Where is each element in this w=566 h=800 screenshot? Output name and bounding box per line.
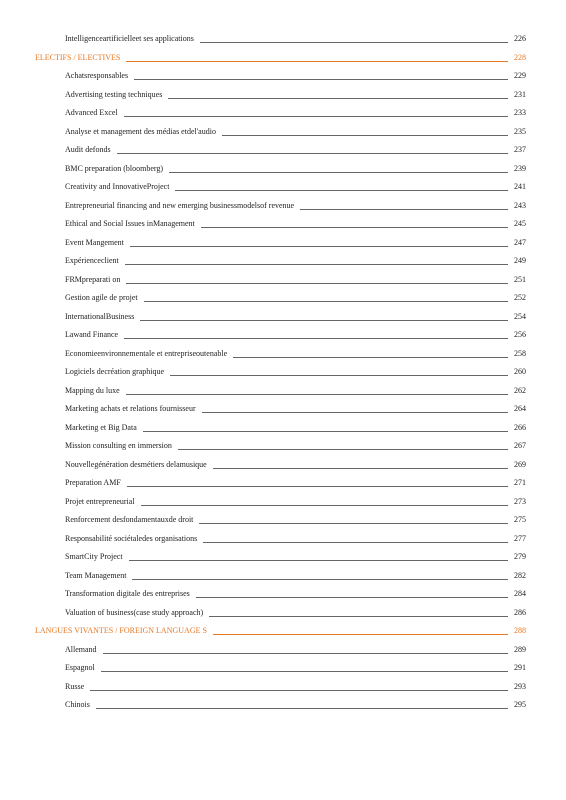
toc-page-number: 247	[514, 237, 526, 247]
toc-entry[interactable]	[0, 326, 566, 345]
dot-leader	[124, 116, 508, 117]
toc-page-number: 291	[514, 663, 526, 672]
dot-leader	[203, 542, 508, 543]
toc-entry-title: Logiciels decréation graphique	[65, 367, 165, 376]
dot-leader	[300, 209, 508, 210]
toc-page-number: 284	[514, 589, 526, 598]
toc-page-number: 273	[514, 496, 526, 506]
toc-entry-title: Team Management	[65, 570, 127, 580]
toc-entry[interactable]	[0, 567, 566, 586]
toc-entry[interactable]	[0, 197, 566, 216]
dot-leader	[178, 449, 508, 450]
toc-entry-title: Economieenvironnementale et entrepriseoutenable	[65, 348, 228, 358]
toc-page-number: 282	[514, 570, 526, 580]
dot-leader	[127, 486, 508, 487]
toc-entry[interactable]	[0, 604, 566, 623]
dot-leader	[170, 375, 508, 376]
toc-entry[interactable]	[0, 585, 566, 604]
toc-entry-title: Preparation AMF	[65, 478, 121, 487]
dot-leader	[209, 616, 508, 617]
toc-entry-title: Allemand	[65, 644, 97, 654]
toc-entry[interactable]	[0, 530, 566, 549]
toc-entry[interactable]	[0, 400, 566, 419]
toc-entry-title: Advanced Excel	[65, 108, 118, 117]
toc-entry[interactable]	[0, 511, 566, 530]
toc-entry[interactable]	[0, 474, 566, 493]
toc-entry-title: Entrepreneurial financing and new emerging businessmodelsof revenue	[65, 200, 295, 210]
toc-entry-title: Advertising testing techniques	[65, 89, 163, 99]
toc-entry[interactable]	[0, 548, 566, 567]
toc-section-heading[interactable]	[0, 622, 566, 641]
toc-entry[interactable]	[0, 659, 566, 678]
toc-entry[interactable]	[0, 252, 566, 271]
toc-entry[interactable]	[0, 696, 566, 715]
dot-leader	[213, 634, 508, 635]
toc-entry[interactable]	[0, 160, 566, 179]
toc-page-number: 241	[514, 182, 526, 191]
toc-entry-title: Audit defonds	[65, 145, 111, 154]
toc-entry-title: Marketing et Big Data	[65, 422, 137, 432]
toc-page-number: 277	[514, 533, 526, 543]
dot-leader	[169, 172, 508, 173]
toc-page-number: 256	[514, 330, 526, 339]
toc-page-number: 254	[514, 311, 526, 321]
toc-section-heading[interactable]	[0, 49, 566, 68]
dot-leader	[201, 227, 508, 228]
dot-leader	[200, 42, 508, 43]
toc-page-number: 264	[514, 404, 526, 413]
toc-entry-title: Projet entrepreneurial	[65, 496, 135, 506]
toc-entry-title: Mission consulting en immersion	[65, 441, 172, 450]
toc-entry-title: BMC preparation (bloomberg)	[65, 163, 164, 173]
toc-entry-title: Espagnol	[65, 663, 95, 672]
toc-entry-title: Chinois	[65, 700, 90, 709]
dot-leader	[199, 523, 508, 524]
dot-leader	[125, 264, 508, 265]
toc-page-number: 229	[514, 71, 526, 80]
toc-page-number: 286	[514, 607, 526, 617]
toc-entry[interactable]	[0, 678, 566, 697]
toc-entry-title: ELECTIFS / ELECTIVES	[35, 52, 121, 62]
toc-entry[interactable]	[0, 382, 566, 401]
toc-page-number: 258	[514, 348, 526, 358]
toc-entry-title: Transformation digitale des entreprises	[65, 589, 190, 598]
toc-entry[interactable]	[0, 234, 566, 253]
toc-entry-title: Valuation of business(case study approach)	[65, 607, 204, 617]
toc-entry[interactable]	[0, 30, 566, 49]
dot-leader	[134, 79, 508, 80]
dot-leader	[126, 61, 508, 62]
toc-entry-title: Marketing achats et relations fournisseur	[65, 404, 196, 413]
toc-page-number: 239	[514, 163, 526, 173]
toc-page-number: 262	[514, 385, 526, 395]
dot-leader	[141, 505, 508, 506]
toc-page-number: 235	[514, 126, 526, 136]
toc-page-number: 228	[514, 52, 526, 62]
toc-entry[interactable]	[0, 104, 566, 123]
dot-leader	[213, 468, 508, 469]
toc-entry-title: Event Mangement	[65, 237, 124, 247]
toc-page-number: 269	[514, 459, 526, 469]
toc-entry[interactable]	[0, 363, 566, 382]
toc-page-number: 260	[514, 367, 526, 376]
dot-leader	[140, 320, 508, 321]
dot-leader	[130, 246, 508, 247]
toc-page-number: 275	[514, 515, 526, 524]
toc-page-number: 279	[514, 552, 526, 561]
toc-page-number: 237	[514, 145, 526, 154]
toc-entry-title: Gestion agile de projet	[65, 293, 138, 302]
dot-leader	[132, 579, 508, 580]
toc-entry[interactable]	[0, 493, 566, 512]
toc-entry-title: Renforcement desfondamentauxde droit	[65, 515, 194, 524]
toc-page-number: 251	[514, 274, 526, 284]
toc-page-number: 249	[514, 256, 526, 265]
dot-leader	[101, 671, 508, 672]
dot-leader	[126, 283, 508, 284]
toc-entry[interactable]	[0, 345, 566, 364]
toc-page-number: 267	[514, 441, 526, 450]
dot-leader	[144, 301, 508, 302]
dot-leader	[96, 708, 508, 709]
toc-page-number: 231	[514, 89, 526, 99]
dot-leader	[196, 597, 508, 598]
dot-leader	[117, 153, 508, 154]
toc-entry[interactable]	[0, 86, 566, 105]
dot-leader	[202, 412, 508, 413]
toc-page-number: 295	[514, 700, 526, 709]
table-of-contents	[0, 30, 566, 715]
toc-page-number: 266	[514, 422, 526, 432]
toc-entry[interactable]	[0, 123, 566, 142]
dot-leader	[222, 135, 508, 136]
toc-page-number: 293	[514, 681, 526, 691]
toc-entry[interactable]	[0, 456, 566, 475]
toc-entry[interactable]	[0, 271, 566, 290]
dot-leader	[103, 653, 508, 654]
toc-entry-title: Nouvellegénération desmétiers delamusique	[65, 459, 207, 469]
dot-leader	[124, 338, 508, 339]
toc-entry-title: Ethical and Social Issues inManagement	[65, 219, 195, 228]
toc-entry[interactable]	[0, 437, 566, 456]
dot-leader	[168, 98, 508, 99]
toc-entry[interactable]	[0, 308, 566, 327]
toc-entry-title: Creativity and InnovativeProject	[65, 182, 170, 191]
toc-entry-title: Lawand Finance	[65, 330, 119, 339]
dot-leader	[129, 560, 508, 561]
toc-entry[interactable]	[0, 141, 566, 160]
toc-page-number: 226	[514, 34, 526, 43]
dot-leader	[90, 690, 508, 691]
toc-page-number: 252	[514, 293, 526, 302]
toc-page-number: 288	[514, 626, 526, 635]
toc-page-number: 289	[514, 644, 526, 654]
toc-entry-title: Analyse et management des médias etdel'audio	[65, 126, 216, 136]
toc-entry[interactable]	[0, 289, 566, 308]
toc-entry-title: Expérienceclient	[65, 256, 119, 265]
toc-page-number: 243	[514, 200, 526, 210]
toc-entry-title: FRMpreparati on	[65, 274, 121, 284]
toc-page-number: 245	[514, 219, 526, 228]
toc-entry-title: Responsabilité sociétaledes organisations	[65, 533, 198, 543]
toc-entry[interactable]	[0, 178, 566, 197]
toc-page-number: 271	[514, 478, 526, 487]
dot-leader	[175, 190, 508, 191]
toc-page-number: 233	[514, 108, 526, 117]
toc-entry[interactable]	[0, 641, 566, 660]
toc-entry-title: LANGUES VIVANTES / FOREIGN LANGUAGE S	[35, 626, 207, 635]
dot-leader	[126, 394, 508, 395]
dot-leader	[233, 357, 508, 358]
toc-entry-title: SmartCity Project	[65, 552, 123, 561]
dot-leader	[143, 431, 508, 432]
toc-entry-title: Mapping du luxe	[65, 385, 120, 395]
toc-entry[interactable]	[0, 67, 566, 86]
toc-entry[interactable]	[0, 419, 566, 438]
toc-entry-title: Russe	[65, 681, 85, 691]
toc-entry-title: InternationalBusiness	[65, 311, 135, 321]
toc-entry-title: Achatsresponsables	[65, 71, 129, 80]
toc-entry-title: Intelligenceartificielleet ses applications	[65, 34, 194, 43]
toc-entry[interactable]	[0, 215, 566, 234]
